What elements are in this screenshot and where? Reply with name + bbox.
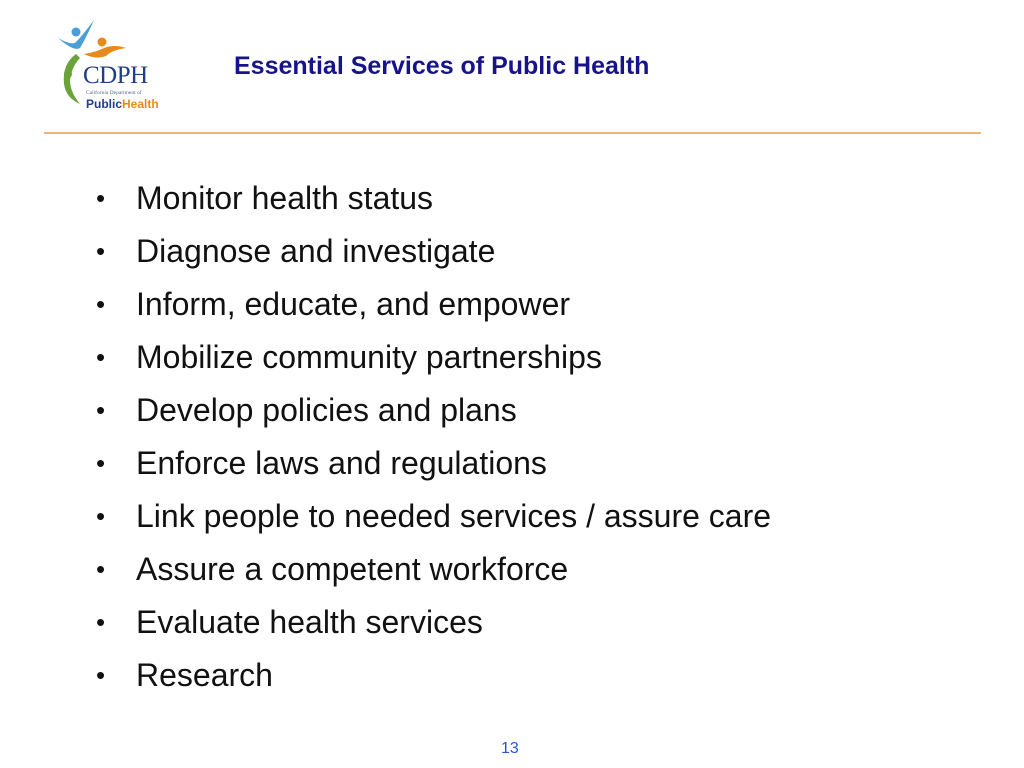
list-item (96, 437, 771, 490)
bullet-glyph: • (96, 289, 106, 319)
list-item-text: Develop policies and plans (136, 392, 517, 428)
list-item-text: Enforce laws and regulations (136, 445, 547, 481)
bullet-glyph: • (96, 448, 106, 478)
logo-subtext: California Department of (86, 90, 142, 96)
list-item (96, 596, 771, 649)
bullet-glyph: • (96, 660, 106, 690)
list-item-text: Mobilize community partnerships (136, 339, 602, 375)
list-item-text: Monitor health status (136, 180, 434, 216)
list-item (96, 543, 771, 596)
list-item (96, 331, 771, 384)
list-item-text: Diagnose and investigate (136, 233, 496, 269)
page-number: 13 (501, 740, 519, 757)
list-item-text: Inform, educate, and empower (136, 286, 571, 322)
slide-title: Essential Services of Public Health (234, 52, 650, 80)
bullet-glyph: • (96, 554, 106, 584)
bullet-glyph: • (96, 342, 106, 372)
list-item (96, 225, 771, 278)
cdph-logo (50, 14, 170, 114)
services-list (96, 172, 771, 702)
bullet-glyph: • (96, 183, 106, 213)
bullet-glyph: • (96, 607, 106, 637)
logo-public: Public (86, 97, 123, 111)
bullet-glyph: • (96, 236, 106, 266)
list-item-text: Evaluate health services (136, 604, 483, 640)
logo-wordmark: CDPH (83, 62, 148, 89)
logo-public-health (86, 97, 159, 111)
list-item (96, 278, 771, 331)
list-item-text: Link people to needed services / assure care (136, 498, 772, 534)
list-item (96, 490, 771, 543)
logo-health: Health (122, 97, 159, 111)
list-item (96, 172, 771, 225)
list-item-text: Assure a competent workforce (136, 551, 569, 587)
list-item (96, 649, 771, 702)
bullet-glyph: • (96, 395, 106, 425)
list-item (96, 384, 771, 437)
header-divider (44, 132, 981, 134)
bullet-glyph: • (96, 501, 106, 531)
list-item-text: Research (136, 657, 273, 693)
